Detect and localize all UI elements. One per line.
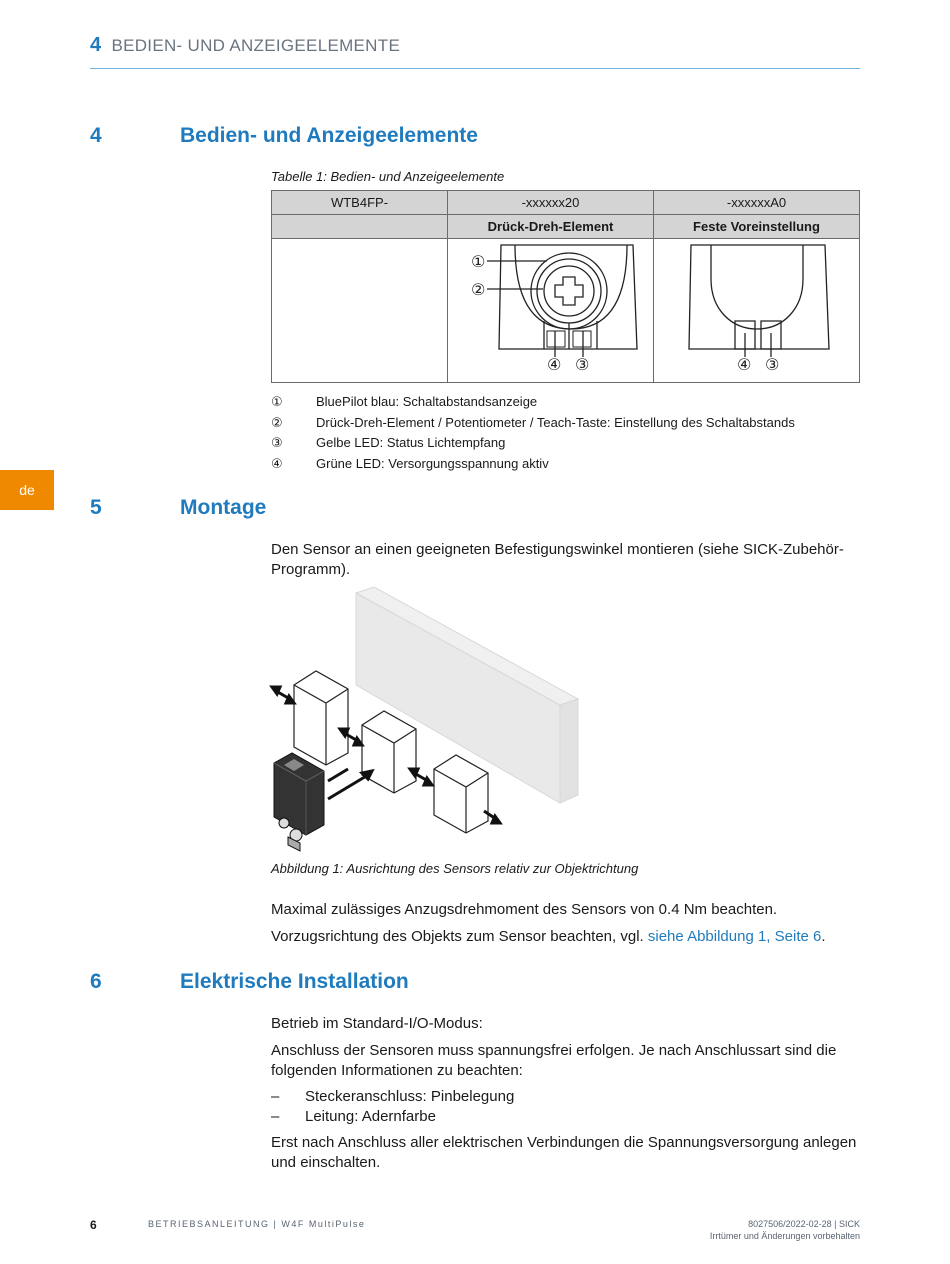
section-6-number: 6 [90,970,102,993]
connection-note: Anschluss der Sensoren muss spannungsfrei erfolgen. Je nach Anschlussart sind die folgenden Informationen zu beachten: [271,1042,837,1079]
callout-1: ① [470,252,485,271]
section-4-number: 4 [90,124,102,147]
section-5-title: Montage [180,496,267,519]
montage-intro: Den Sensor an einen geeigneten Befestigungswinkel montieren (siehe SICK-Zubehör-Programm). [271,541,844,578]
table-1-caption: Tabelle 1: Bedien- und Anzeigeelemente [271,169,505,184]
header-rule [90,68,860,69]
direction-note-end: . [821,928,826,945]
table-cell-fixed-drawing [654,239,860,383]
power-on-note: Erst nach Anschluss aller elektrischen Verbindungen die Spannungsversorgung anlegen und einschalten. [271,1134,857,1171]
footer-doc-ref: 8027506/2022-02-28 | SICK [748,1219,860,1229]
footer-reference [710,1218,860,1242]
callout-2: ② [470,280,485,299]
legend-text: Grüne LED: Versorgungsspannung aktiv [316,455,549,471]
list-dash: – [271,1108,280,1125]
table-header-variant-20: -xxxxxx20 [448,191,654,215]
figure-1-caption: Abbildung 1: Ausrichtung des Sensors relativ zur Objektrichtung [271,861,639,876]
section-4-title: Bedien- und Anzeigeelemente [180,124,478,147]
legend-symbol: ④ [271,455,283,471]
direction-note [271,927,861,947]
io-mode-note: Betrieb im Standard-I/O-Modus: [271,1015,483,1032]
connection-list [271,1087,861,1127]
legend-text: BluePilot blau: Schaltabstandsanzeige [316,394,538,409]
legend-text: Drück-Dreh-Element / Potentiometer / Teach-Taste: Einstellung des Schaltabstands [316,414,795,430]
legend-symbol: ③ [271,435,283,450]
direction-note-text: Vorzugsrichtung des Objekts zum Sensor beachten, vgl. [271,928,648,945]
list-item-text: Leitung: Adernfarbe [305,1108,436,1125]
list-item-text: Steckeranschluss: Pinbelegung [305,1088,515,1105]
sensor-body [274,753,324,851]
legend-symbol: ② [271,414,283,430]
table-subheader-fixed: Feste Voreinstellung [654,215,860,239]
running-header [90,34,400,57]
footer-document-title: BETRIEBSANLEITUNG | W4F MultiPulse [148,1219,366,1229]
callout-4: ④ [546,355,561,374]
callout-4-fixed: ④ [736,355,751,374]
legend-item [271,456,795,477]
push-turn-element-drawing [451,239,651,379]
list-item [271,1107,861,1127]
table-legend [271,394,795,476]
legend-symbol: ① [271,394,283,409]
table-cell-empty [272,239,448,383]
running-header-number: 4 [90,34,102,56]
torque-note: Maximal zulässiges Anzugsdrehmoment des Sensors von 0.4 Nm beachten. [271,901,778,918]
figure-1-link[interactable]: siehe Abbildung 1, Seite 6 [647,928,822,945]
list-item [271,1087,861,1107]
page-number: 6 [90,1218,97,1232]
list-dash: – [271,1088,280,1105]
running-header-title: BEDIEN- UND ANZEIGEELEMENTE [111,36,401,55]
section-5-number: 5 [90,496,102,519]
legend-text: Gelbe LED: Status Lichtempfang [316,435,506,450]
legend-item [271,394,795,415]
table-header-variant-a0: -xxxxxxA0 [654,191,860,215]
footer-disclaimer: Irrtümer und Änderungen vorbehalten [709,1231,860,1241]
table-subheader-empty [272,215,448,239]
legend-item [271,415,795,436]
sensor-alignment-figure [262,585,592,855]
table-cell-push-turn-drawing [448,239,654,383]
table-header-model: WTB4FP- [272,191,448,215]
table-subheader-push-turn: Drück-Dreh-Element [448,215,654,239]
section-6-title: Elektrische Installation [180,970,409,993]
controls-table [271,190,860,383]
legend-item [271,435,795,456]
callout-3: ③ [574,355,589,374]
fixed-setting-drawing [657,239,857,379]
language-tab[interactable]: de [0,470,54,510]
callout-3-fixed: ③ [764,355,779,374]
